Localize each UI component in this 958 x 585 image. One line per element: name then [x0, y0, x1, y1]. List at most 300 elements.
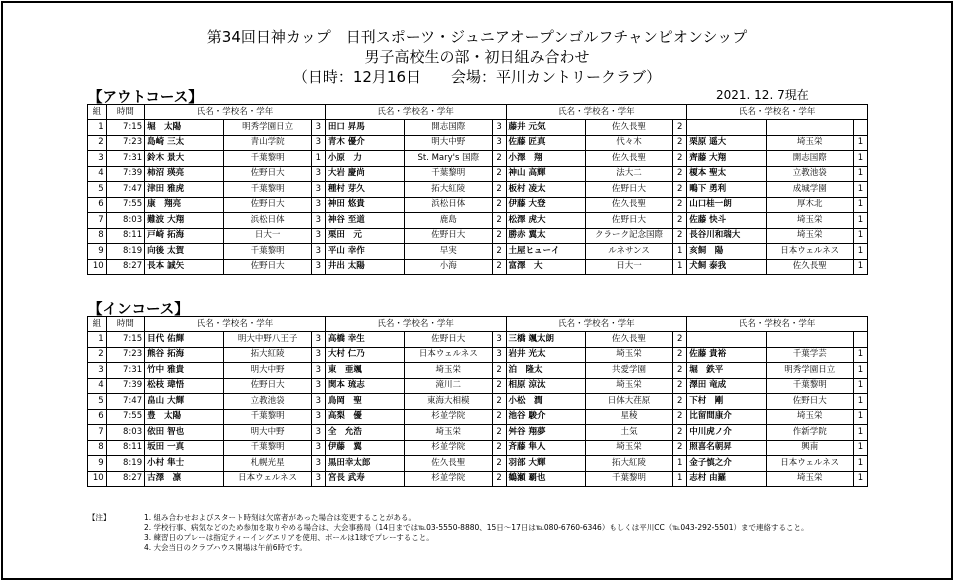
- header-player: 氏名・学校名・学年: [687, 317, 868, 332]
- title-line-2: 男子高校生の部・初日組み合わせ: [364, 48, 590, 66]
- grade: 1: [853, 213, 867, 229]
- school-name: 千葉黎明: [224, 409, 311, 425]
- school-name: 佐久長聖: [405, 456, 492, 472]
- player-name: 相原 涼汰: [506, 378, 585, 394]
- grade: 3: [492, 120, 506, 136]
- player-name: 三橋 颯太朗: [506, 332, 585, 348]
- player-name: 堀 鉄平: [687, 363, 766, 379]
- school-name: 佐久長聖: [585, 332, 672, 348]
- grade: 1: [673, 244, 687, 260]
- start-time: 8:19: [106, 244, 144, 260]
- notes-label: 【注】: [88, 513, 111, 522]
- grade: 2: [673, 120, 687, 136]
- player-name: 志村 由羅: [687, 471, 766, 487]
- player-name: 勝赤 翼太: [506, 228, 585, 244]
- player-name: 戸崎 拓海: [145, 228, 224, 244]
- group-number: 9: [88, 456, 107, 472]
- start-time: 7:55: [106, 197, 144, 213]
- grade: 2: [673, 425, 687, 441]
- start-time: 7:55: [106, 409, 144, 425]
- player-name: 鶴瀬 覇也: [506, 471, 585, 487]
- grade: 1: [853, 347, 867, 363]
- school-name: 埼玉栄: [766, 471, 853, 487]
- player-name: 高梨 優: [325, 409, 404, 425]
- player-name: 鈴木 景大: [145, 151, 224, 167]
- player-name: 目代 佑輝: [145, 332, 224, 348]
- school-name: 埼玉栄: [766, 135, 853, 151]
- header-time: 時間: [106, 317, 144, 332]
- player-name: 羽部 大輝: [506, 456, 585, 472]
- school-name: クラーク記念国際: [585, 228, 672, 244]
- table-row: [88, 182, 868, 198]
- school-name: 拓大紅陵: [405, 182, 492, 198]
- table-row: [88, 135, 868, 151]
- grade: 2: [492, 363, 506, 379]
- player-name: 大村 仁乃: [325, 347, 404, 363]
- start-time: 7:47: [106, 182, 144, 198]
- player-name: 竹中 雅貴: [145, 363, 224, 379]
- player-name: 神谷 至道: [325, 213, 404, 229]
- grade: [853, 332, 867, 348]
- grade: 1: [853, 151, 867, 167]
- school-name: 明秀学園日立: [224, 120, 311, 136]
- school-name: 開志国際: [766, 151, 853, 167]
- grade: 2: [673, 409, 687, 425]
- school-name: 浜松日体: [224, 213, 311, 229]
- school-name: 杉並学院: [405, 409, 492, 425]
- grade: 1: [853, 378, 867, 394]
- group-number: 8: [88, 440, 107, 456]
- player-name: 津田 雅虎: [145, 182, 224, 198]
- player-name: 井出 太陽: [325, 259, 404, 275]
- player-name: 佐藤 貴裕: [687, 347, 766, 363]
- table-row: [88, 378, 868, 394]
- school-name: 佐野日大: [585, 213, 672, 229]
- grade: 2: [673, 347, 687, 363]
- table-row: [88, 197, 868, 213]
- grade: 3: [311, 213, 325, 229]
- grade: 3: [311, 347, 325, 363]
- player-name: 全 允浩: [325, 425, 404, 441]
- school-name: 日本ウェルネス: [405, 347, 492, 363]
- start-time: 8:11: [106, 440, 144, 456]
- grade: 1: [311, 151, 325, 167]
- school-name: 興南: [766, 440, 853, 456]
- title-line-1: 第34回日神カップ 日刊スポーツ・ジュニアオープンゴルフチャンピオンシップ: [206, 28, 748, 46]
- table-row: [88, 259, 868, 275]
- school-name: 成城学園: [766, 182, 853, 198]
- player-name: 黒田幸太郎: [325, 456, 404, 472]
- school-name: 立教池袋: [224, 394, 311, 410]
- grade: 3: [311, 228, 325, 244]
- grade: 2: [492, 378, 506, 394]
- player-name: 関本 琉志: [325, 378, 404, 394]
- grade: 3: [311, 244, 325, 260]
- player-name: 平山 幸作: [325, 244, 404, 260]
- table-row: [88, 409, 868, 425]
- table-row: [88, 363, 868, 379]
- group-number: 3: [88, 151, 107, 167]
- grade: 3: [311, 378, 325, 394]
- grade: 3: [492, 332, 506, 348]
- table-row: [88, 228, 868, 244]
- grade: 1: [853, 363, 867, 379]
- notes-list: [144, 513, 808, 553]
- date-label: 2021. 12. 7現在: [716, 88, 809, 102]
- grade: 2: [673, 378, 687, 394]
- table-row: [88, 394, 868, 410]
- school-name: 千葉黎明: [766, 378, 853, 394]
- school-name: 埼玉栄: [405, 425, 492, 441]
- school-name: 明大中野: [224, 363, 311, 379]
- school-name: 埼玉栄: [405, 363, 492, 379]
- school-name: 佐久長聖: [585, 151, 672, 167]
- table-row: [88, 425, 868, 441]
- player-name: 柿沼 瑛亮: [145, 166, 224, 182]
- start-time: 7:31: [106, 151, 144, 167]
- grade: 2: [492, 197, 506, 213]
- player-name: 鴫下 勇利: [687, 182, 766, 198]
- player-name: 大岩 慶尚: [325, 166, 404, 182]
- header-player: 氏名・学校名・学年: [325, 317, 506, 332]
- player-name: 澤田 竜成: [687, 378, 766, 394]
- player-name: 金子慎之介: [687, 456, 766, 472]
- school-name: 千葉黎明: [224, 182, 311, 198]
- player-name: 豊 太陽: [145, 409, 224, 425]
- grade: 1: [673, 259, 687, 275]
- school-name: 埼玉栄: [585, 347, 672, 363]
- start-time: 8:19: [106, 456, 144, 472]
- header-group: 組: [88, 105, 107, 120]
- grade: 3: [311, 135, 325, 151]
- school-name: 日大一: [224, 228, 311, 244]
- grade: 3: [311, 471, 325, 487]
- grade: 3: [311, 120, 325, 136]
- start-time: 7:23: [106, 135, 144, 151]
- note-item: 3. 練習日のプレーは指定ティーイングエリアを使用、ボールは1球でプレーすること。: [144, 533, 434, 542]
- player-name: 亥飼 陽: [687, 244, 766, 260]
- school-name: 明大中野八王子: [224, 332, 311, 348]
- school-name: 星稜: [585, 409, 672, 425]
- school-name: 明秀学園日立: [766, 363, 853, 379]
- grade: 1: [853, 197, 867, 213]
- table-row: [88, 213, 868, 229]
- grade: 2: [673, 213, 687, 229]
- grade: 2: [673, 363, 687, 379]
- start-time: 8:27: [106, 259, 144, 275]
- grade: 2: [673, 440, 687, 456]
- table-row: [88, 440, 868, 456]
- school-name: 東海大相模: [405, 394, 492, 410]
- grade: 2: [492, 409, 506, 425]
- school-name: 拓大紅陵: [585, 456, 672, 472]
- player-name: 伊藤 大登: [506, 197, 585, 213]
- player-name: 土屋ヒューイ: [506, 244, 585, 260]
- player-name: 下村 剛: [687, 394, 766, 410]
- group-number: 7: [88, 425, 107, 441]
- grade: 3: [492, 347, 506, 363]
- player-name: 照喜名朝昇: [687, 440, 766, 456]
- header-player: 氏名・学校名・学年: [145, 105, 326, 120]
- player-name: 高橋 幸生: [325, 332, 404, 348]
- grade: 3: [311, 332, 325, 348]
- school-name: 佐野日大: [224, 197, 311, 213]
- player-name: 佐藤 匠真: [506, 135, 585, 151]
- player-name: 鳥岡 聖: [325, 394, 404, 410]
- table-row: [88, 332, 868, 348]
- school-name: 佐久長聖: [766, 259, 853, 275]
- school-name: 立教池袋: [766, 166, 853, 182]
- grade: 3: [311, 440, 325, 456]
- school-name: 埼玉栄: [585, 440, 672, 456]
- player-name: 依田 智也: [145, 425, 224, 441]
- grade: 2: [492, 228, 506, 244]
- start-time: 8:03: [106, 213, 144, 229]
- header-player: 氏名・学校名・学年: [325, 105, 506, 120]
- table-row: [88, 120, 868, 136]
- grade: 2: [492, 471, 506, 487]
- start-time: 7:39: [106, 166, 144, 182]
- group-number: 10: [88, 259, 107, 275]
- grade: 2: [492, 213, 506, 229]
- group-number: 6: [88, 409, 107, 425]
- school-name: 佐野日大: [405, 228, 492, 244]
- grade: 3: [311, 394, 325, 410]
- group-number: 1: [88, 120, 107, 136]
- school-name: 早実: [405, 244, 492, 260]
- note-item: 4. 大会当日のクラブハウス開場は午前6時です。: [144, 543, 307, 552]
- school-name: 代々木: [585, 135, 672, 151]
- player-name: 松澤 虎大: [506, 213, 585, 229]
- school-name: 佐野日大: [405, 332, 492, 348]
- player-name: 伊藤 翼: [325, 440, 404, 456]
- grade: 2: [673, 332, 687, 348]
- grade: 1: [853, 425, 867, 441]
- table-row: [88, 456, 868, 472]
- school-name: 佐久長聖: [585, 197, 672, 213]
- player-name: 藤井 元気: [506, 120, 585, 136]
- player-name: 青木 優介: [325, 135, 404, 151]
- grade: 1: [853, 244, 867, 260]
- school-name: 佐野日大: [224, 378, 311, 394]
- grade: 2: [673, 197, 687, 213]
- grade: 2: [492, 259, 506, 275]
- grade: 3: [311, 166, 325, 182]
- school-name: 千葉学芸: [766, 347, 853, 363]
- player-name: 畠山 大輝: [145, 394, 224, 410]
- player-name: 栗田 元: [325, 228, 404, 244]
- school-name: 佐野日大: [224, 166, 311, 182]
- player-name: 中川虎ノ介: [687, 425, 766, 441]
- grade: 1: [853, 471, 867, 487]
- grade: 2: [492, 425, 506, 441]
- player-name: 松枝 瑋悟: [145, 378, 224, 394]
- player-name: 榎本 聖太: [687, 166, 766, 182]
- title-line-3: （日時：12月16日 会場：平川カントリークラブ）: [292, 68, 662, 86]
- grade: 2: [673, 182, 687, 198]
- school-name: 厚木北: [766, 197, 853, 213]
- school-name: 共愛学園: [585, 363, 672, 379]
- table-row: [88, 166, 868, 182]
- start-time: 8:03: [106, 425, 144, 441]
- school-name: 日本ウェルネス: [766, 244, 853, 260]
- school-name: 佐野日大: [585, 182, 672, 198]
- player-name: 齊藤 大翔: [687, 151, 766, 167]
- group-number: 8: [88, 228, 107, 244]
- player-name: 小松 潤: [506, 394, 585, 410]
- player-name: 島崎 三太: [145, 135, 224, 151]
- player-name: 小村 隼士: [145, 456, 224, 472]
- grade: 2: [492, 166, 506, 182]
- grade: 3: [311, 182, 325, 198]
- header-player: 氏名・学校名・学年: [506, 105, 687, 120]
- table-row: [88, 471, 868, 487]
- grade: 2: [673, 228, 687, 244]
- player-name: 種村 芽久: [325, 182, 404, 198]
- school-name: 明大中野: [405, 135, 492, 151]
- grade: [853, 120, 867, 136]
- school-name: ルネサンス: [585, 244, 672, 260]
- school-name: 札幌光星: [224, 456, 311, 472]
- player-name: 坂田 一真: [145, 440, 224, 456]
- school-name: 埼玉栄: [766, 409, 853, 425]
- grade: 1: [853, 135, 867, 151]
- player-name: 向後 太賀: [145, 244, 224, 260]
- player-name: 長谷川和瑞大: [687, 228, 766, 244]
- player-name: 田口 昇馬: [325, 120, 404, 136]
- school-name: 日体大荏原: [585, 394, 672, 410]
- school-name: 日本ウェルネス: [224, 471, 311, 487]
- start-time: 8:11: [106, 228, 144, 244]
- player-name: 宮長 武寿: [325, 471, 404, 487]
- grade: 3: [311, 425, 325, 441]
- table-row: [88, 151, 868, 167]
- table-row: [88, 347, 868, 363]
- player-name: 神田 悠貴: [325, 197, 404, 213]
- player-name: 犬飼 泰我: [687, 259, 766, 275]
- school-name: [766, 332, 853, 348]
- group-number: 2: [88, 347, 107, 363]
- header-player: 氏名・学校名・学年: [506, 317, 687, 332]
- grade: 2: [673, 135, 687, 151]
- grade: 3: [492, 135, 506, 151]
- player-name: 小澤 翔: [506, 151, 585, 167]
- player-name: 難波 大翔: [145, 213, 224, 229]
- grade: 1: [673, 456, 687, 472]
- grade: 3: [311, 456, 325, 472]
- group-number: 9: [88, 244, 107, 260]
- school-name: [766, 120, 853, 136]
- grade: 1: [853, 228, 867, 244]
- school-name: 佐久長聖: [585, 120, 672, 136]
- table-row: [88, 244, 868, 260]
- school-name: 日本ウェルネス: [766, 456, 853, 472]
- grade: 3: [311, 197, 325, 213]
- group-number: 10: [88, 471, 107, 487]
- player-name: 比留間康介: [687, 409, 766, 425]
- school-name: 小海: [405, 259, 492, 275]
- group-number: 3: [88, 363, 107, 379]
- player-name: 板村 凌太: [506, 182, 585, 198]
- grade: 1: [853, 440, 867, 456]
- start-time: 7:31: [106, 363, 144, 379]
- player-name: [687, 332, 766, 348]
- school-name: 土気: [585, 425, 672, 441]
- school-name: 日大一: [585, 259, 672, 275]
- start-time: 7:23: [106, 347, 144, 363]
- school-name: 埼玉栄: [766, 228, 853, 244]
- group-number: 1: [88, 332, 107, 348]
- header-player: 氏名・学校名・学年: [687, 105, 868, 120]
- start-time: 7:39: [106, 378, 144, 394]
- grade: 2: [492, 456, 506, 472]
- player-name: 熊谷 拓海: [145, 347, 224, 363]
- grade: 1: [853, 166, 867, 182]
- grade: 2: [673, 151, 687, 167]
- start-time: 7:15: [106, 120, 144, 136]
- school-name: 千葉黎明: [224, 440, 311, 456]
- player-name: 池谷 駿介: [506, 409, 585, 425]
- school-name: 拓大紅陵: [224, 347, 311, 363]
- in-course-table: [87, 316, 868, 487]
- player-name: 小原 力: [325, 151, 404, 167]
- school-name: 佐野日大: [766, 394, 853, 410]
- grade: 3: [311, 409, 325, 425]
- school-name: 浜松日体: [405, 197, 492, 213]
- header-group: 組: [88, 317, 107, 332]
- grade: 1: [853, 394, 867, 410]
- group-number: 4: [88, 166, 107, 182]
- player-name: 山口桂一朗: [687, 197, 766, 213]
- school-name: 佐野日大: [224, 259, 311, 275]
- grade: 2: [673, 394, 687, 410]
- header-time: 時間: [106, 105, 144, 120]
- school-name: 千葉黎明: [224, 244, 311, 260]
- group-number: 2: [88, 135, 107, 151]
- school-name: 埼玉栄: [766, 213, 853, 229]
- grade: 1: [853, 259, 867, 275]
- player-name: 泊 隆太: [506, 363, 585, 379]
- group-number: 5: [88, 394, 107, 410]
- school-name: 千葉黎明: [585, 471, 672, 487]
- player-name: 長本 誠矢: [145, 259, 224, 275]
- player-name: 斉藤 隼人: [506, 440, 585, 456]
- player-name: [687, 120, 766, 136]
- school-name: St. Mary's 国際: [405, 151, 492, 167]
- school-name: 杉並学院: [405, 471, 492, 487]
- school-name: 法大二: [585, 166, 672, 182]
- note-item: 1. 組み合わせおよびスタート時刻は欠席者があった場合は変更することがある。: [144, 513, 416, 522]
- group-number: 6: [88, 197, 107, 213]
- grade: 2: [492, 151, 506, 167]
- grade: 2: [492, 244, 506, 260]
- school-name: 埼玉栄: [585, 378, 672, 394]
- note-item: 2. 学校行事、病気などのため参加を取りやめる場合は、大会事務局（14日までは℡03-5550-8880、15日～17日は℡080-6760-6346）もしくは平川CC（℡043-292-5501）まで連絡すること。: [144, 523, 809, 532]
- start-time: 8:27: [106, 471, 144, 487]
- grade: 2: [492, 394, 506, 410]
- group-number: 5: [88, 182, 107, 198]
- school-name: 千葉黎明: [224, 151, 311, 167]
- school-name: 滝川二: [405, 378, 492, 394]
- player-name: 東 亜颯: [325, 363, 404, 379]
- player-name: 栗原 遥大: [687, 135, 766, 151]
- school-name: 明大中野: [224, 425, 311, 441]
- school-name: 作新学院: [766, 425, 853, 441]
- school-name: 開志国際: [405, 120, 492, 136]
- player-name: 佐藤 快斗: [687, 213, 766, 229]
- school-name: 鹿島: [405, 213, 492, 229]
- player-name: 康 翔亮: [145, 197, 224, 213]
